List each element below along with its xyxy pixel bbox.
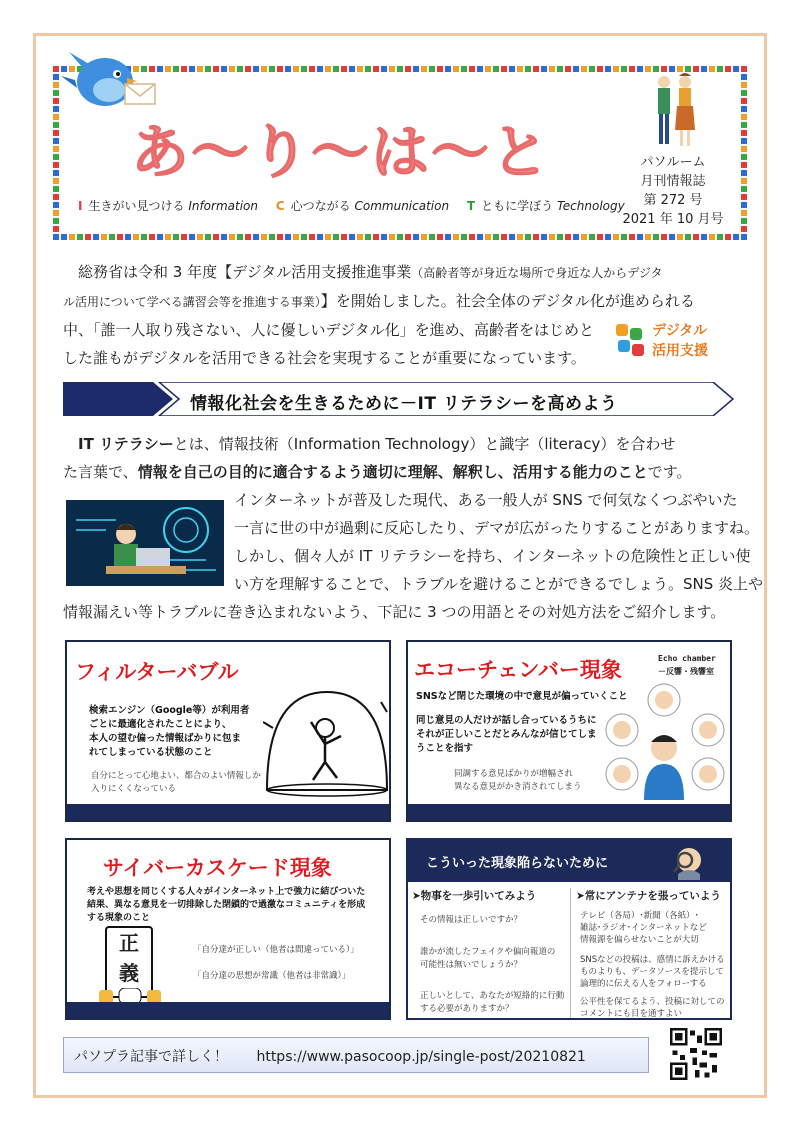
prevention-right-item-3: 情報源を偏らせないことが大切 [580,935,699,945]
panel-footer [67,804,389,820]
fb-note-2: 入りにくくなっている [91,784,177,794]
tagline-letter-t: T [466,199,476,213]
intro-p1d: 】を開始しました。社会全体のデジタル化が進められる [320,292,695,310]
prevention-title: こういった現象陥らないために [426,856,609,871]
cyber-cascade-text [87,886,387,925]
prevention-right-item-6: 論理的に伝える人をフォローする [580,979,707,989]
intro-p1c: ル活用について学べる講習会等を推進する事業） [63,295,321,309]
ec-text-4: うことを指す [416,743,474,754]
bubble-person-icon [263,682,389,800]
article-link-bar[interactable] [63,1037,649,1073]
prevention-left-item-3: 可能性は無いでしょうか？ [420,960,523,970]
cc-text-1: 考えや思想を同じくする人々がインターネット上で強力に結びついた [87,887,366,897]
literacy-l1-rest: とは、情報技術（Information Technology）と識字（literacy）を合わせ [173,435,676,453]
article-link-text[interactable] [74,1046,586,1066]
echo-chamber-title: エコーチェンバー現象 [414,658,622,682]
ec-text-1: SNSなど閉じた環境の中で意見が偏っていくこと [416,691,628,702]
filter-bubble-title: フィルターバブル [75,660,239,684]
tagline-en-3: Technology [556,199,625,213]
logo-line-2: 活用支援 [652,343,708,359]
literacy-paragraph [63,430,753,486]
literacy-term: IT リテラシー [78,435,174,453]
couple-illustration-icon [649,72,701,152]
prevention-right-item-8: コメントにも目を通すよい [580,1009,683,1019]
literacy-line-2 [63,458,753,486]
logo-line-1: デジタル [652,323,708,339]
cyber-cascade-title: サイバーカスケード現象 [103,856,332,880]
tagline-en-1: Information [188,199,258,213]
filter-bubble-note [91,770,261,796]
filter-bubble-text [89,704,279,760]
intro-line-1 [63,258,743,287]
issue-line-1: パソルーム [640,155,706,170]
literacy-l2-b: です。 [647,463,692,481]
literacy-line-7: 情報漏えい等トラブルに巻き込まれないよう、下記に 3 つの用語とその対処方法をご紹介します。 [63,603,726,621]
magnifier-person-icon [672,844,706,880]
issue-info [613,153,733,229]
cyber-cascade-panel [65,838,391,1020]
echo-chamber-panel [406,640,732,822]
issue-line-4: 2021 年 10 月号 [622,212,724,227]
cc-text-3: する現象のこと [87,913,151,923]
masthead-border-bottom [53,234,747,240]
article-link-label: パソプラ記事で詳しく！ [74,1049,228,1065]
literacy-definition: 情報を自己の目的に適合するよう適切に理解、解釈し、活用する能力のこと [137,463,648,481]
prevention-right-head: ➤常にアンテナを張っていよう [576,890,721,902]
tagline-letter-i: I [78,199,83,213]
echo-chamber-en: Echo chamber [658,654,716,663]
intro-line-3: 中、「誰一人取り残さない、人に優しいデジタル化」を進め、高齢者をはじめと [63,321,595,339]
prevention-left-item-5: する必要がありますか？ [420,1004,514,1014]
cc-note-2: 「自分達の思想が常識（他者は非常識）」 [193,971,351,981]
tagline-en-2: Communication [354,199,450,213]
fb-text-4: れてしまっている状態のこと [89,747,213,758]
literacy-l2-a: た言葉で、 [63,463,138,481]
literacy-line-3: インターネットが普及した現代、ある一般人が SNS で何気なくつぶやいた [234,491,738,509]
filter-bubble-panel [65,640,391,822]
prevention-left-head: ➤物事を一歩引いてみよう [412,890,537,902]
tagline-text-1: 生きがい見つける [88,199,185,213]
intro-p1a: 総務省は令和 3 年度【デジタル活用支援推進事業 [78,263,412,281]
article-url[interactable]: https://www.pasocoop.jp/single-post/20210821 [256,1049,586,1065]
literacy-line-4: 一言に世の中が過剰に反応したり、デマが広がったりすることがありますね。 [234,519,760,537]
masthead [53,58,747,248]
computer-user-illustration-icon [66,500,224,586]
intro-p1b: （高齢者等が身近な場所で身近な人からデジタ [411,266,663,280]
intro-line-4: した誰もがデジタルを活用できる社会を実現することが重要になっています。 [63,349,586,367]
newsletter-title: あ〜り〜は〜と [131,118,552,186]
prevention-divider [570,888,571,1018]
fb-text-3: 本人の望む偏った情報ばかりに包ま [89,733,242,744]
echo-chamber-note [454,768,582,794]
literacy-body [234,486,763,598]
panel-footer [408,804,730,820]
prevention-right-item-1: テレビ（各局）･新聞（各紙）･ [580,911,699,921]
justice-sign-char-1: 正 [119,931,139,955]
cc-note-1: 「自分達が正しい（他者は間違っている）」 [193,945,359,955]
hands-logo-icon [614,322,646,358]
digital-support-logo [614,318,724,364]
issue-line-3: 第 272 号 [643,193,703,208]
prevention-right-item-7: 公平性を保てるよう、投稿に対しての [580,997,725,1007]
prevention-right-item-5: ものよりも、データソースを提示して [580,967,724,977]
cc-text-2: 結果、異なる意見を一切排除した閉鎖的で過激なコミュニティを形成 [87,900,366,910]
echo-chamber-sub: －反響・残響室 [658,667,714,676]
panel-footer [67,1002,389,1018]
literacy-line-5: しかし、個々人が IT リテラシーを持ち、インターネットの危険性と正しい使 [234,547,751,565]
prevention-right-item-2: 雑誌･ラジオ･インターネットなど [580,923,707,933]
echo-people-icon [604,680,730,804]
prevention-left-item-2: 誰かが流したフェイクや偏向報道の [420,947,556,957]
issue-line-2: 月刊情報誌 [640,174,706,189]
qr-code-icon[interactable] [670,1028,722,1080]
ec-note-2: 異なる意見がかき消されてしまう [454,782,582,792]
prevention-left-item-4: 正しいとして、あなたが短絡的に行動 [420,991,565,1001]
echo-chamber-text [416,714,616,756]
fb-text-2: ごとに最適化されたことにより、 [89,719,232,730]
prevention-panel [406,838,732,1020]
prevention-left-item-1: その情報は正しいですか？ [420,915,523,925]
fb-note-1: 自分にとって心地よい、都合のよい情報しか [91,771,261,781]
literacy-line-1 [63,430,753,458]
tagline-letter-c: C [275,199,285,213]
tagline-text-2: 心つながる [290,199,351,213]
prevention-right-item-4: SNSなどの投稿は、感情に訴えかける [580,955,725,965]
justice-sign-char-2: 義 [119,961,139,985]
masthead-border-right [741,66,747,240]
fb-text-1: 検索エンジン（Google等）が利用者 [89,705,250,716]
ec-note-1: 同調する意見ばかりが増幅され [454,769,574,779]
masthead-border-left [53,66,59,240]
tagline [78,197,639,214]
section-banner-title: 情報化社会を生きるために－IT リテラシーを高めよう [190,394,618,414]
ec-text-3: それが正しいことだとみんなが信じてしま [416,729,597,740]
tagline-text-3: ともに学ぼう [481,199,554,213]
literacy-line-6: い方を理解することで、トラブルを避けることができるでしょう。SNS 炎上や [234,575,763,593]
ec-text-2: 同じ意見の人だけが話し合っているうちに [416,715,597,726]
intro-line-2 [63,287,743,316]
